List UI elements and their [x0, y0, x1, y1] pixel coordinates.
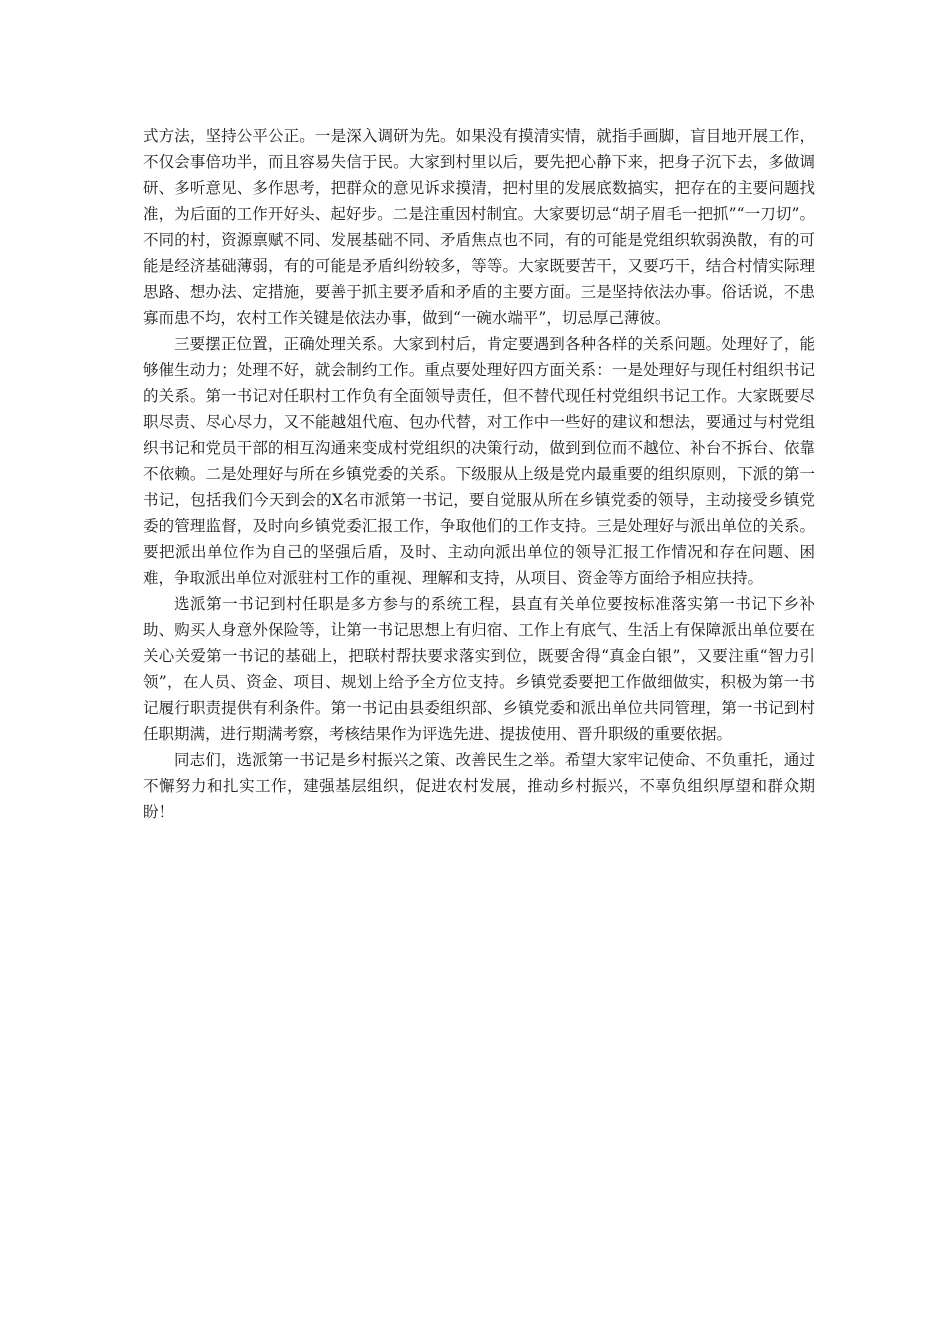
document-body: [143, 123, 815, 825]
paragraph-continuation: 式方法，坚持公平公正。一是深入调研为先。如果没有摸清实情，就指手画脚，盲目地开展工作，不仅会事倍功半，而且容易失信于民。大家到村里以后，要先把心静下来，把身子沉下去，多做调研、多听意见、多作思考，把群众的意见诉求摸清，把村里的发展底数搞实，把存在的主要问题找准，为后面的工作开好头、起好步。二是注重因村制宜。大家要切忌“胡子眉毛一把抓”“一刀切”。不同的村，资源禀赋不同、发展基础不同、矛盾焦点也不同，有的可能是党组织软弱涣散，有的可能是经济基础薄弱，有的可能是矛盾纠纷较多，等等。大家既要苦干，又要巧干，结合村情实际理思路、想办法、定措施，要善于抓主要矛盾和矛盾的主要方面。三是坚持依法办事。俗话说，不患寡而患不均，农村工作关键是依法办事，做到“一碗水端平”，切忌厚己薄彼。: [143, 127, 815, 327]
paragraph-positioning-relations: 三要摆正位置，正确处理关系。大家到村后，肯定要遇到各种各样的关系问题。处理好了，能够催生动力；处理不好，就会制约工作。重点要处理好四方面关系：一是处理好与现任村组织书记的关系。第一书记对任职村工作负有全面领导责任，但不替代现任村党组织书记工作。大家既要尽职尽责、尽心尽力，又不能越俎代庖、包办代替，对工作中一些好的建议和想法，要通过与村党组织书记和党员干部的相互沟通来变成村党组织的决策行动，做到到位而不越位、补台不拆台、依靠不依赖。二是处理好与所在乡镇党委的关系。下级服从上级是党内最重要的组织原则，下派的第一书记，包括我们今天到会的X名市派第一书记，要自觉服从所在乡镇党委的领导，主动接受乡镇党委的管理监督，及时向乡镇党委汇报工作，争取他们的工作支持。三是处理好与派出单位的关系。要把派出单位作为自己的坚强后盾，及时、主动向派出单位的领导汇报工作情况和存在问题、困难，争取派出单位对派驻村工作的重视、理解和支持，从项目、资金等方面给予相应扶持。: [143, 335, 815, 587]
paragraph-system-engineering: 选派第一书记到村任职是多方参与的系统工程，县直有关单位要按标准落实第一书记下乡补助、购买人身意外保险等，让第一书记思想上有归宿、工作上有底气、生活上有保障派出单位要在关心关爱第一书记的基础上，把联村帮扶要求落实到位，既要舍得“真金白银”，又要注重“智力引领”，在人员、资金、项目、规划上给予全方位支持。乡镇党委要把工作做细做实，积极为第一书记履行职责提供有利条件。第一书记由县委组织部、乡镇党委和派出单位共同管理，第一书记到村任职期满，进行期满考察，考核结果作为评选先进、提拔使用、晋升职级的重要依据。: [143, 595, 815, 743]
paragraph-closing: 同志们，选派第一书记是乡村振兴之策、改善民生之举。希望大家牢记使命、不负重托，通过不懈努力和扎实工作，建强基层组织，促进农村发展，推动乡村振兴，不辜负组织厚望和群众期盼！: [143, 751, 815, 821]
